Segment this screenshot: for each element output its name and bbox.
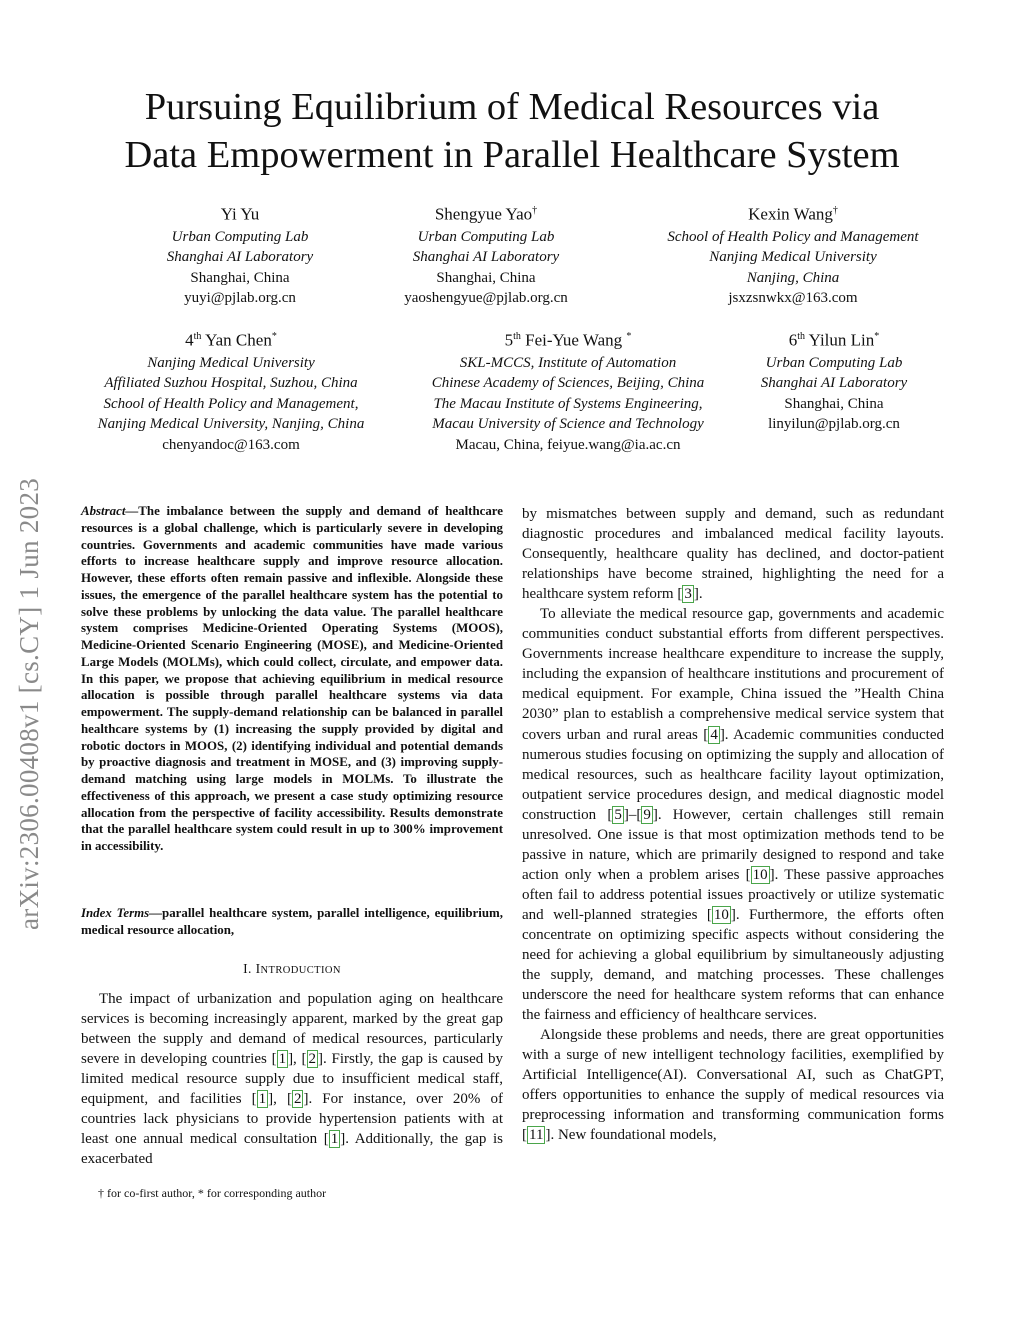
title-line-2: Data Empowerment in Parallel Healthcare System: [124, 134, 900, 176]
author-block-4: [70, 326, 392, 456]
author-block-6: [744, 326, 924, 435]
citation-link[interactable]: 9: [643, 806, 651, 823]
author-affiliation: Macau University of Science and Technology: [432, 416, 704, 433]
author-email: yaoshengyue@pjlab.org.cn: [404, 290, 568, 307]
author-name: Yi Yu: [220, 204, 260, 224]
arxiv-side-stamp: arXiv:2306.00408v1 [cs.CY] 1 Jun 2023: [14, 477, 44, 930]
author-location: Nanjing, China: [746, 269, 840, 286]
author-block-3: [640, 200, 946, 309]
author-affiliation: Urban Computing Lab: [765, 354, 903, 371]
citation-link[interactable]: 4: [710, 726, 718, 743]
author-affiliation: School of Health Policy and Management,: [103, 395, 359, 412]
author-affiliation: The Macau Institute of Systems Engineering,: [433, 395, 703, 412]
citation-link[interactable]: 2: [308, 1051, 317, 1068]
author-affiliation: Affiliated Suzhou Hospital, Suzhou, China: [104, 375, 358, 392]
author-affiliation: Urban Computing Lab: [171, 228, 309, 245]
author-affiliation: Shanghai AI Laboratory: [166, 249, 314, 266]
title-line-1: Pursuing Equilibrium of Medical Resources via: [144, 86, 880, 128]
citation-link[interactable]: 1: [330, 1131, 339, 1148]
author-affiliation: Chinese Academy of Sciences, Beijing, China: [431, 375, 705, 392]
author-affiliation: Urban Computing Lab: [417, 228, 555, 245]
author-email: Macau, China, feiyue.wang@ia.ac.cn: [455, 437, 681, 454]
author-email: jsxzsnwkx@163.com: [728, 290, 858, 307]
author-affiliation: Nanjing Medical University: [147, 354, 315, 371]
author-affiliation: Nanjing Medical University: [709, 249, 877, 266]
index-terms: [81, 905, 503, 939]
intro-paragraph-3: Alongside these problems and needs, there are great opportunities with a surge of new intelligent technology facilities, exemplified by Artificial Intelligence(AI). Conversational AI, such as ChatGPT, offers opportunities to enhance the supply of medical resources via preprocessing information and transforming communication forms [ 11 ]. New foundational models,: [522, 1027, 944, 1144]
author-email: linyilun@pjlab.org.cn: [768, 416, 900, 433]
author-email: yuyi@pjlab.org.cn: [184, 290, 296, 307]
author-location: Shanghai, China: [784, 395, 884, 412]
footnote: † for co-first author, * for corresponding author: [98, 1186, 327, 1200]
citation-link[interactable]: 10: [713, 906, 729, 923]
citation-link[interactable]: 5: [614, 806, 622, 823]
left-column-body: [81, 989, 503, 1169]
author-name: 6th Yilun Lin*: [788, 330, 880, 350]
citation-link[interactable]: 1: [278, 1051, 287, 1068]
author-name: 4th Yan Chen*: [185, 330, 277, 350]
citation-link[interactable]: 1: [258, 1091, 267, 1108]
author-block-5: [398, 326, 738, 456]
index-terms-lead: Index Terms—: [81, 906, 163, 920]
citation-link[interactable]: 10: [752, 866, 768, 883]
author-location: Shanghai, China: [436, 269, 536, 286]
author-name: Kexin Wang†: [748, 204, 838, 224]
citation-link[interactable]: 2: [293, 1091, 302, 1108]
author-block-1: [140, 200, 340, 309]
author-affiliation: Nanjing Medical University, Nanjing, China: [97, 416, 365, 433]
citation-link[interactable]: 11: [529, 1127, 544, 1144]
intro-paragraph-1: The impact of urbanization and population aging on healthcare services is becoming increasingly apparent, marked by the great gap between the supply and demand of medical resources, particularly severe in developing countries [ 1 ], [ 2 ]. Firstly, the gap is caused by limited medical resource supply due to insufficient medical staff, equipment, and facilities [ 1 ], [ 2 ]. For instance, over 20% of countries lack physicians to provide hypertension patients with at least one annual medical consultation [ 1 ]. Additionally, the gap is exacerbated: [81, 991, 503, 1168]
abstract: [81, 503, 503, 855]
section-title: INTRODUCTION: [255, 961, 341, 976]
abstract-lead: Abstract—: [81, 504, 139, 518]
author-affiliation: SKL-MCCS, Institute of Automation: [459, 354, 677, 371]
author-affiliation: Shanghai AI Laboratory: [760, 375, 908, 392]
author-affiliation: School of Health Policy and Management: [667, 228, 919, 245]
author-name: Shengyue Yao†: [434, 204, 538, 224]
intro-paragraph-2: To alleviate the medical resource gap, governments and academic communities conduct substantial efforts from different perspectives. Governments increase healthcare expenditure to increase the supply, including the expansion of healthcare institutions and procurement of medical equipment. For example, China issued the ”Health China 2030” plan to establish a comprehensive medical service system that covers urban and rural areas [ 4 ]. Academic communities conducted numerous studies focusing on optimizing the supply and allocation of medical resources, such as healthcare facility layout optimization, outpatient service procedures design, and medical diagnostic model construction [ 5 ]–[ 9 ]. However, certain challenges still remain unresolved. One issue is that most optimization methods tend to be passive in nature, which are primarily designed to respond and take action only when a problem arises [ 10 ]. These passive approaches often fail to address potential issues proactively or utilize systematic and well-planned strategies [ 10 ]. Furthermore, the efforts often concentrate on optimizing specific aspects without considering the need for achieving a global equilibrium by simultaneously adjusting the supply, demand, and matching processes. These challenges underscore the need for healthcare system reforms that can enhance the fairness and efficiency of healthcare services.: [522, 606, 944, 1024]
citation-link[interactable]: 3: [684, 586, 692, 603]
author-email: chenyandoc@163.com: [162, 437, 300, 454]
intro-paragraph-continued: by mismatches between supply and demand, such as redundant diagnostic procedures and imbalanced medical facility layouts. Consequently, healthcare quality has declined, and doctor-patient relationships have become strained, highlighting the need for a healthcare system reform [ 3 ].: [522, 506, 944, 603]
abstract-text: The imbalance between the supply and demand of healthcare resources is a global challenge, which is particularly severe in developing countries. Governments and academic communities have made various efforts to increase healthcare supply and improve resource allocation. However, these efforts often remain passive and inflexible. Alongside these issues, the emergence of the parallel healthcare system has the potential to solve these problems by unlocking the data value. The parallel healthcare system comprises Medicine-Oriented Operating Systems (MOOS), Medicine-Oriented Scenario Engineering (MOSE), and Medicine-Oriented Large Models (MOLMs), which could collect, circulate, and empower data. In this paper, we propose that achieving equilibrium in medical resource allocation is possible through parallel healthcare systems via data empowerment. The supply-demand relationship can be balanced in parallel healthcare systems by (1) increasing the supply provided by digital and robotic doctors in MOOS, (2) identifying individual and potential demands by proactive diagnosis and treatment in MOSE, and (3) improving supply-demand matching using large models in MOLMs. To illustrate the effectiveness of this approach, we present a case study optimizing resource allocation from the perspective of facility accessibility. Results demonstrate that the parallel healthcare system could result in up to 300% improvement in accessibility.: [81, 504, 503, 853]
section-heading: I. INTRODUCTION: [243, 961, 341, 976]
author-location: Shanghai, China: [190, 269, 290, 286]
author-block-2: [380, 200, 592, 309]
index-terms-text: parallel healthcare system, parallel intelligence, equilibrium, medical resource allocation,: [81, 906, 503, 937]
author-name: 5th Fei-Yue Wang *: [504, 330, 632, 350]
paper-title: [0, 83, 1024, 179]
author-affiliation: Shanghai AI Laboratory: [412, 249, 560, 266]
right-column-body: [522, 504, 944, 1146]
